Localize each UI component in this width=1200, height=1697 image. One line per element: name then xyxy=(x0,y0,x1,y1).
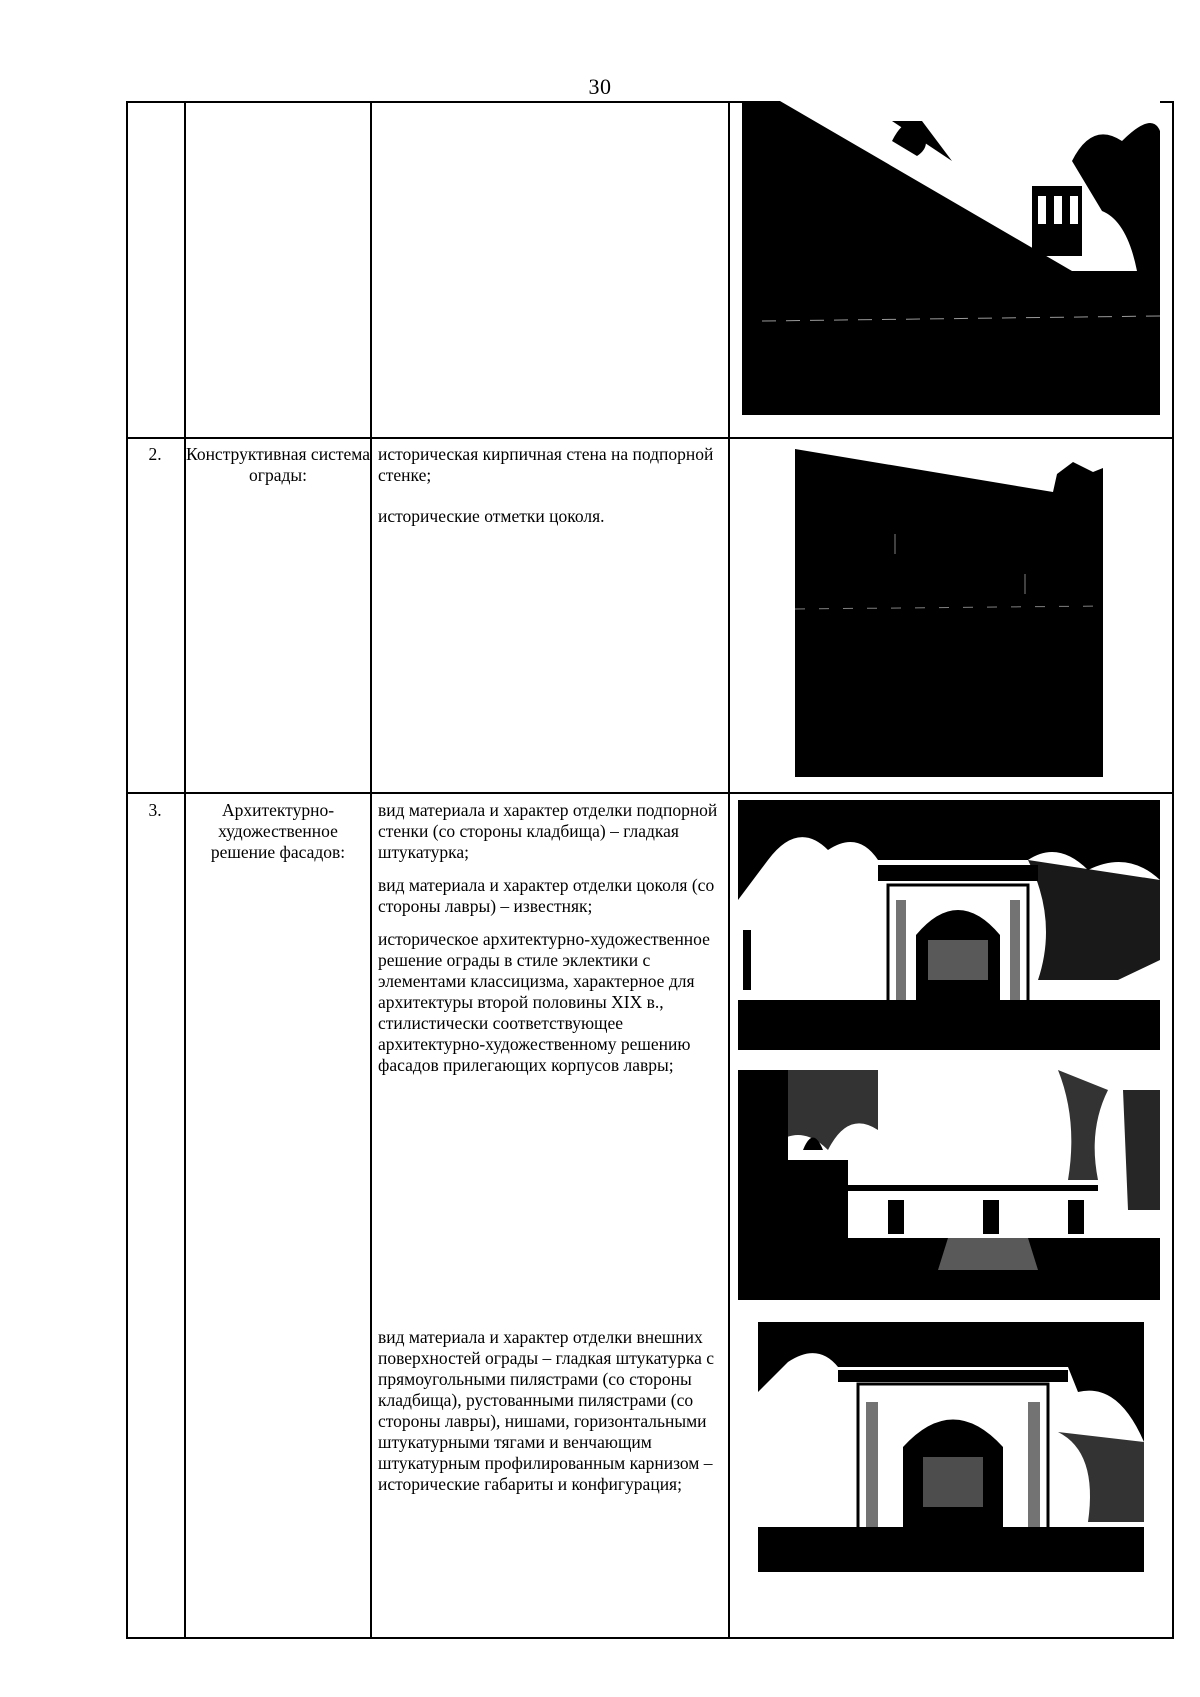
description-item: вид материала и характер отделки цоколя (со стороны лавры) – известняк; xyxy=(378,875,715,916)
row-description xyxy=(378,800,718,1088)
row-number: 2. xyxy=(148,444,162,464)
page-number: 30 xyxy=(588,74,612,99)
description-item: вид материала и характер отделки подпорной стенки (со стороны кладбища) – гладкая штукатурка; xyxy=(378,800,718,862)
photo-gate-lavra-side xyxy=(758,1322,1144,1572)
row-divider-1 xyxy=(126,437,1174,439)
row-divider-2 xyxy=(126,792,1174,794)
column-divider-1 xyxy=(184,101,186,1639)
row-number: 3. xyxy=(148,800,162,820)
photo-wall-lavra-side xyxy=(738,1070,1160,1300)
photo-gate-cemetery-side xyxy=(738,800,1160,1050)
description-item: историческая кирпичная стена на подпорной стенке; xyxy=(378,444,714,485)
photo-wall-fragment xyxy=(795,444,1103,777)
photo-wall-continuation xyxy=(742,101,1160,415)
row-description-continued xyxy=(378,1327,718,1507)
row-title: Конструктивная система ограды: xyxy=(186,444,370,485)
description-item: историческое архитектурно-художественное решение ограды в стиле эклектики с элементами классицизма, характерное для архитектуры второй половины XIX в., стилистически соответствующее архитектурно-художественному решению фасадов прилегающих корпусов лавры; xyxy=(378,929,710,1075)
description-item: исторические отметки цоколя. xyxy=(378,506,605,526)
row-description xyxy=(378,444,718,539)
row-title: Архитектурно-художественное решение фасадов: xyxy=(210,800,346,862)
column-divider-3 xyxy=(728,101,730,1639)
description-item: вид материала и характер отделки внешних поверхностей ограды – гладкая штукатурка с прямоугольными пилястрами (со стороны кладбища), рустованными пилястрами (со стороны лавры), нишами, горизонтальными штукатурными тягами и венчающим штукатурным профилированным карнизом – исторические габариты и конфигурация; xyxy=(378,1327,715,1494)
column-divider-2 xyxy=(370,101,372,1639)
